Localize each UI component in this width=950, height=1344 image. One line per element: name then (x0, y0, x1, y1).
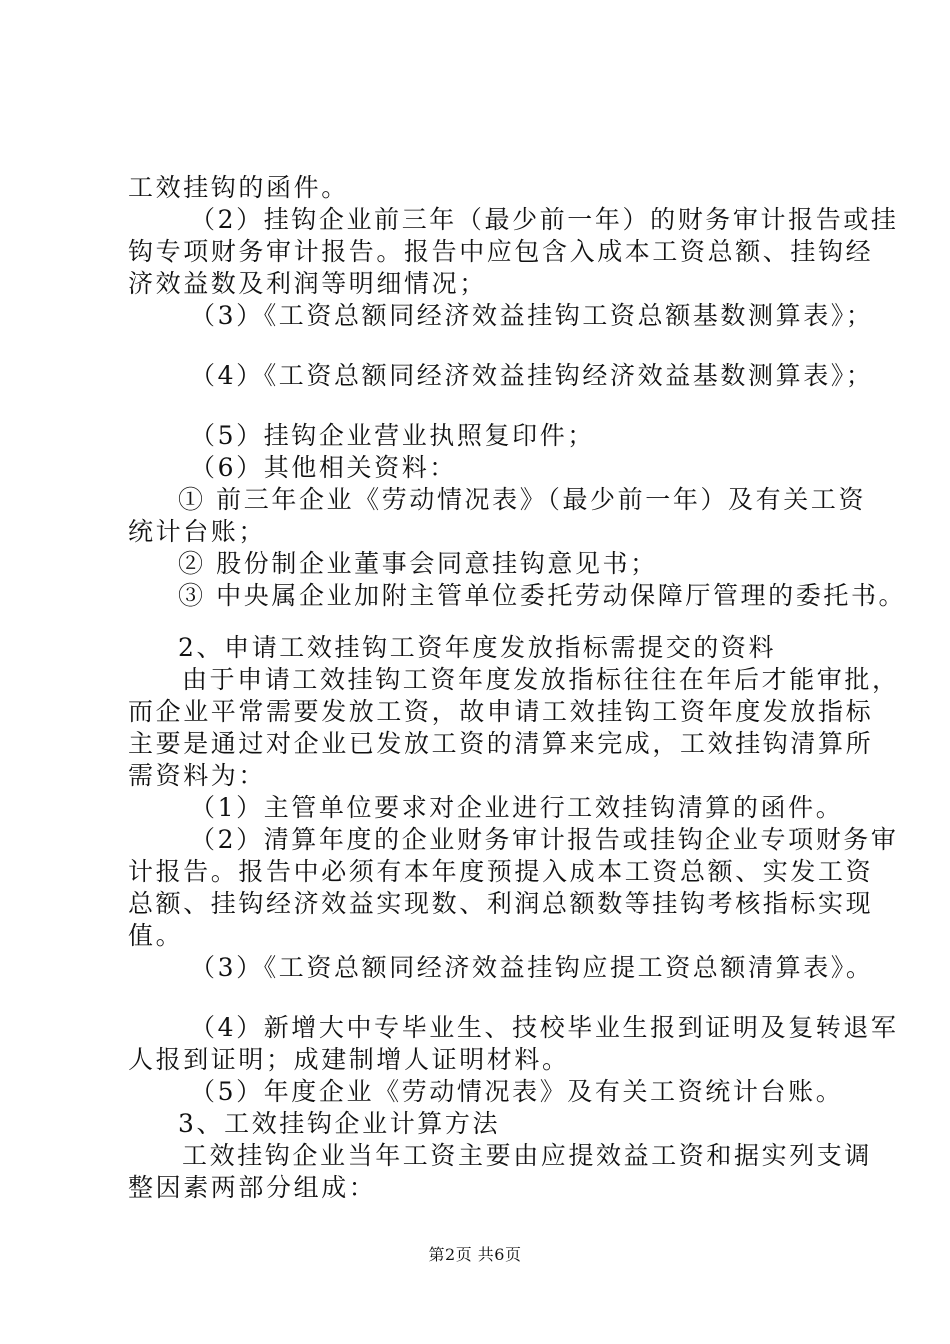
text-line: （4）新增大中专毕业生、技校毕业生报到证明及复转退军 (190, 1013, 899, 1042)
text-line: 人报到证明；成建制增人证明材料。 (128, 1045, 570, 1074)
text-line: （3）《工资总额同经济效益挂钩工资总额基数测算表》； (190, 301, 874, 330)
text-line: 由于申请工效挂钩工资年度发放指标往往在年后才能审批， (182, 665, 900, 694)
text-line: 计报告。报告中必须有本年度预提入成本工资总额、实发工资 (128, 857, 874, 886)
text-line: 主要是通过对企业已发放工资的清算来完成，工效挂钩清算所 (128, 729, 874, 758)
text-line: （6）其他相关资料： (190, 453, 457, 482)
text-line: （4）《工资总额同经济效益挂钩经济效益基数测算表》； (190, 361, 874, 390)
text-line: ③ 中央属企业加附主管单位委托劳动保障厅管理的委托书。 (178, 581, 907, 610)
text-line: 总额、挂钩经济效益实现数、利润总额数等挂钩考核指标实现 (128, 889, 874, 918)
text-line: （3）《工资总额同经济效益挂钩应提工资总额清算表》。 (190, 953, 874, 982)
text-line: 统计台账； (128, 517, 267, 546)
text-line: 工效挂钩的函件。 (128, 173, 349, 202)
text-line: （2）挂钩企业前三年（最少前一年）的财务审计报告或挂 (190, 205, 899, 234)
text-line: 工效挂钩企业当年工资主要由应提效益工资和据实列支调 (182, 1141, 873, 1170)
text-line: （5）年度企业《劳动情况表》及有关工资统计台账。 (190, 1077, 844, 1106)
text-line: 需资料为： (128, 761, 267, 790)
text-line: （5）挂钩企业营业执照复印件； (190, 421, 595, 450)
text-line: 济效益数及利润等明细情况； (128, 269, 487, 298)
text-line: 而企业平常需要发放工资，故申请工效挂钩工资年度发放指标 (128, 697, 874, 726)
section-heading: 3、工效挂钩企业计算方法 (178, 1109, 501, 1138)
text-line: ② 股份制企业董事会同意挂钩意见书； (178, 549, 658, 578)
text-line: 值。 (128, 921, 184, 950)
page-footer: 第2页 共6页 (428, 1245, 522, 1264)
text-line: 钩专项财务审计报告。报告中应包含入成本工资总额、挂钩经 (128, 237, 874, 266)
text-line: （2）清算年度的企业财务审计报告或挂钩企业专项财务审 (190, 825, 899, 854)
section-heading: 2、申请工效挂钩工资年度发放指标需提交的资料 (178, 633, 777, 662)
text-line: 整因素两部分组成： (128, 1173, 377, 1202)
text-line: ① 前三年企业《劳动情况表》（最少前一年）及有关工资 (178, 485, 867, 514)
text-line: （1）主管单位要求对企业进行工效挂钩清算的函件。 (190, 793, 844, 822)
